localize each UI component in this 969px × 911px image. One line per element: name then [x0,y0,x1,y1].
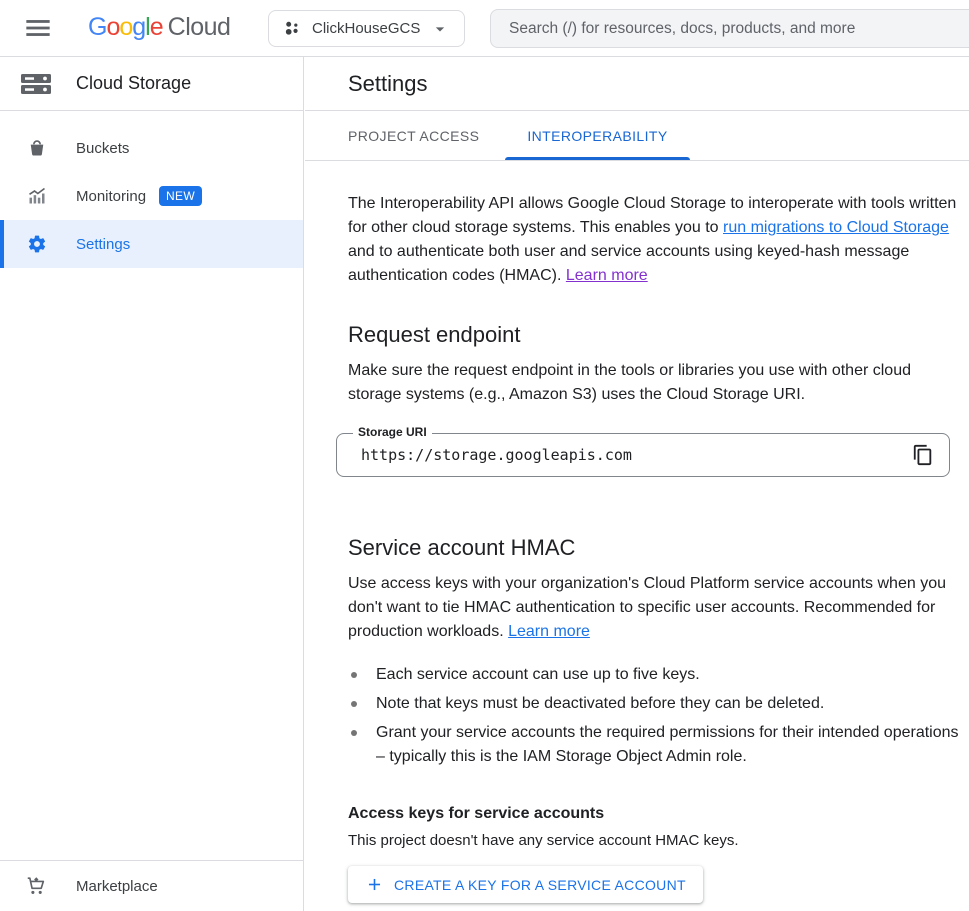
marketplace-cart-icon [25,875,47,897]
google-cloud-logo[interactable] [88,13,230,42]
list-item: Note that keys must be deactivated before they can be deleted. [376,692,964,716]
sidebar-item-label: Buckets [76,139,130,157]
request-endpoint-heading: Request endpoint [348,322,521,347]
tab-interoperability[interactable]: INTEROPERABILITY [503,111,691,160]
project-selector[interactable] [268,10,465,47]
access-keys-empty-note: This project doesn't have any service account HMAC keys. [348,832,739,849]
bucket-icon [27,138,47,158]
project-name: ClickHouseGCS [312,20,421,37]
interoperability-intro [348,192,964,288]
cloud-storage-icon [18,66,54,102]
sidebar-item-monitoring[interactable] [0,172,303,220]
project-dots-icon [283,19,302,38]
sidebar [0,57,304,911]
page-header [305,57,969,111]
create-key-button-label: CREATE A KEY FOR A SERVICE ACCOUNT [394,876,686,893]
logo-letter: o [119,13,133,41]
main-content [305,57,969,911]
copy-button[interactable] [911,444,935,468]
list-item: Each service account can use up to five keys. [376,663,964,687]
top-app-bar [0,0,969,57]
sidebar-item-label: Marketplace [76,877,158,895]
storage-uri-field [336,425,950,477]
sidebar-item-label: Monitoring [76,187,147,205]
sidebar-item-settings[interactable] [0,220,303,268]
menu-icon[interactable] [24,14,52,42]
sidebar-header [0,57,303,111]
chevron-down-icon [430,19,450,39]
search-input[interactable] [491,10,969,47]
search-bar [490,9,969,48]
intro-text: and to authenticate both user and service accounts using keyed-hash message authentication codes (HMAC). [348,243,910,284]
storage-uri-input[interactable] [337,434,889,476]
tab-project-access[interactable]: PROJECT ACCESS [348,127,480,144]
create-key-button[interactable] [348,866,703,903]
tab-bar [305,111,969,161]
service-account-hmac-body [348,572,964,644]
copy-icon [912,444,934,466]
logo-letter: G [88,13,107,41]
logo-letter: l [145,13,150,41]
run-migrations-link[interactable]: run migrations to Cloud Storage [723,219,949,236]
new-badge: NEW [159,186,202,206]
sidebar-item-label: Settings [76,235,131,253]
sidebar-item-buckets[interactable] [0,124,303,172]
page-title: Settings [348,70,428,96]
sidebar-item-marketplace[interactable] [0,860,303,911]
hmac-learn-more-link[interactable]: Learn more [508,623,590,640]
intro-text: The Interoperability API allows Google Cloud Storage to interoperate with tools written for other cloud storage systems. This enables you to [348,195,957,236]
tab-content [305,161,969,903]
hamburger-icon [24,14,52,42]
monitoring-chart-icon [27,186,47,206]
hmac-bullet-list [348,663,964,769]
logo-letter: g [132,13,146,41]
logo-letter: e [149,13,163,41]
hmac-text: Use access keys with your organization's Cloud Platform service accounts when you don't want to tie HMAC authentication to specific user accounts. Recommended for production workloads. [348,575,946,640]
learn-more-link[interactable]: Learn more [565,267,648,284]
list-item: Grant your service accounts the required permissions for their intended operations – typically this is the IAM Storage Object Admin role. [376,721,964,769]
storage-uri-label: Storage URI [353,425,432,439]
request-endpoint-body: Make sure the request endpoint in the tools or libraries you use with other cloud storage systems (e.g., Amazon S3) uses the Cloud Storage URI. [348,362,911,403]
sidebar-title: Cloud Storage [76,73,192,93]
logo-letter: o [106,13,120,41]
access-keys-heading: Access keys for service accounts [348,805,605,822]
service-account-hmac-heading: Service account HMAC [348,535,576,560]
logo-cloud-text: Cloud [167,13,231,41]
gear-icon [27,234,47,254]
plus-icon [365,875,384,894]
